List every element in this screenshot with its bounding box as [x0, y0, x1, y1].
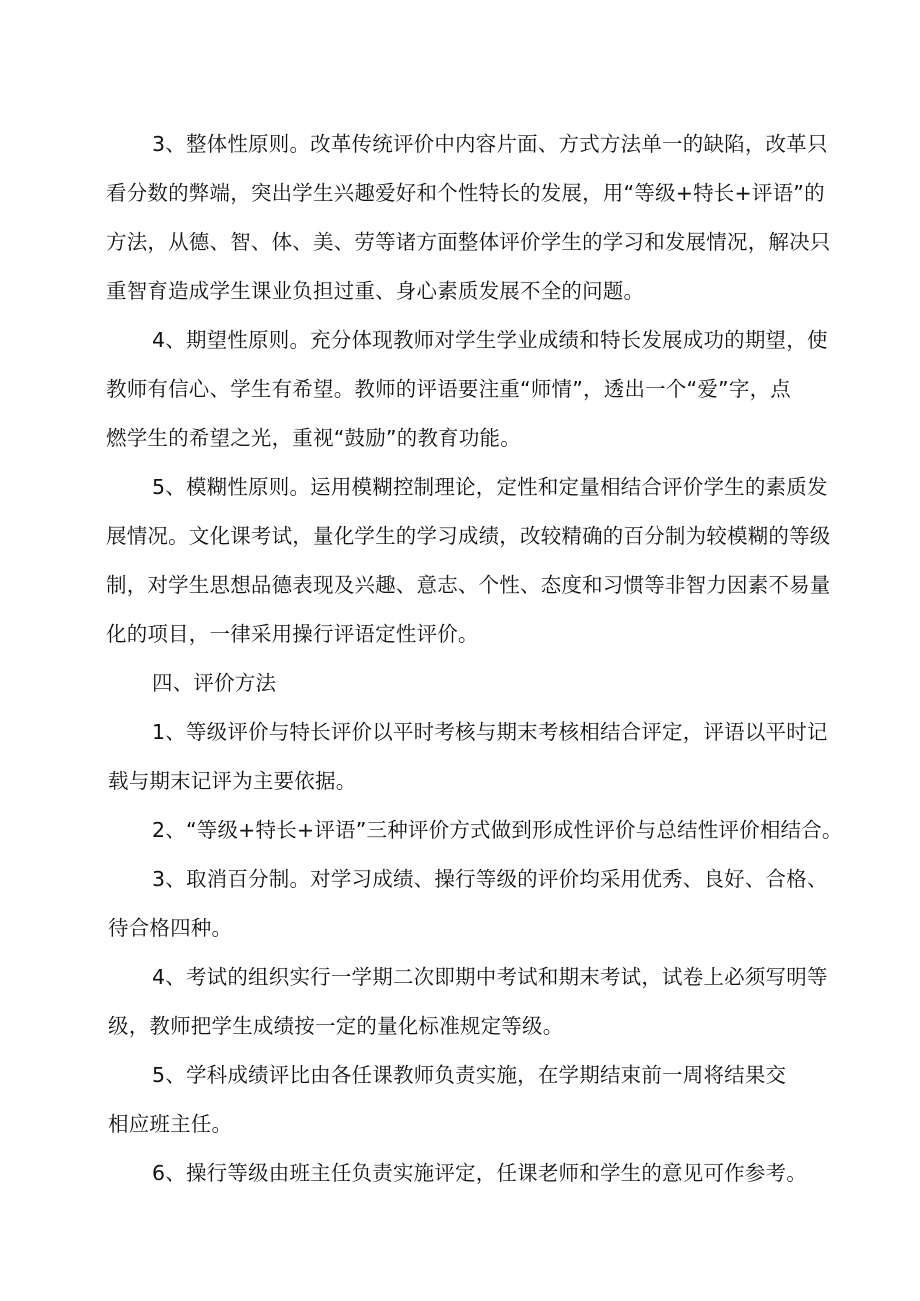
paragraph-method-4-line-1: 4、考试的组织实行一学期二次即期中考试和期末考试，试卷上必须写明等: [152, 965, 828, 989]
paragraph-method-3-line-1: 3、取消百分制。对学习成绩、操行等级的评价均采用优秀、良好、合格、: [152, 867, 828, 891]
paragraph-principle-3-line-1: 3、整体性原则。改革传统评价中内容片面、方式方法单一的缺陷，改革只: [152, 132, 828, 156]
paragraph-method-1-line-1: 1、等级评价与特长评价以平时考核与期末考核相结合评定，评语以平时记: [152, 720, 828, 744]
paragraph-principle-3-line-3: 方法，从德、智、体、美、劳等诸方面整体评价学生的学习和发展情况，解决只: [106, 230, 831, 254]
paragraph-principle-4-line-2: 教师有信心、学生有希望。教师的评语要注重“师情”，透出一个“爱”字，点: [106, 377, 791, 401]
section-heading: 四、评价方法: [152, 671, 277, 695]
paragraph-principle-5-line-3: 制，对学生思想品德表现及兴趣、意志、个性、态度和习惯等非智力因素不易量: [106, 573, 831, 597]
paragraph-method-1-line-2: 载与期末记评为主要依据。: [108, 769, 357, 793]
paragraph-method-4-line-2: 级，教师把学生成绩按一定的量化标准规定等级。: [108, 1014, 564, 1038]
paragraph-principle-4-line-3: 燃学生的希望之光，重视“鼓励”的教育功能。: [106, 426, 521, 450]
paragraph-method-2-line-1: 2、“等级+特长+评语”三种评价方式做到形成性评价与总结性评价相结合。: [152, 818, 843, 842]
paragraph-principle-5-line-4: 化的项目，一律采用操行评语定性评价。: [106, 622, 479, 646]
paragraph-principle-4-line-1: 4、期望性原则。充分体现教师对学生学业成绩和特长发展成功的期望，使: [152, 328, 828, 352]
paragraph-principle-3-line-4: 重智育造成学生课业负担过重、身心素质发展不全的问题。: [106, 279, 645, 303]
paragraph-principle-3-line-2: 看分数的弊端，突出学生兴趣爱好和个性特长的发展，用“等级+特长+评语”的: [106, 181, 825, 205]
paragraph-principle-5-line-2: 展情况。文化课考试，量化学生的学习成绩，改较精确的百分制为较模糊的等级: [106, 524, 831, 548]
paragraph-method-3-line-2: 待合格四种。: [108, 916, 233, 940]
paragraph-method-5-line-2: 相应班主任。: [108, 1112, 233, 1136]
paragraph-principle-5-line-1: 5、模糊性原则。运用模糊控制理论，定性和定量相结合评价学生的素质发: [152, 475, 828, 499]
paragraph-method-5-line-1: 5、学科成绩评比由各任课教师负责实施，在学期结束前一周将结果交: [152, 1063, 787, 1087]
paragraph-method-6-line-1: 6、操行等级由班主任负责实施评定，任课老师和学生的意见可作参考。: [152, 1161, 807, 1185]
